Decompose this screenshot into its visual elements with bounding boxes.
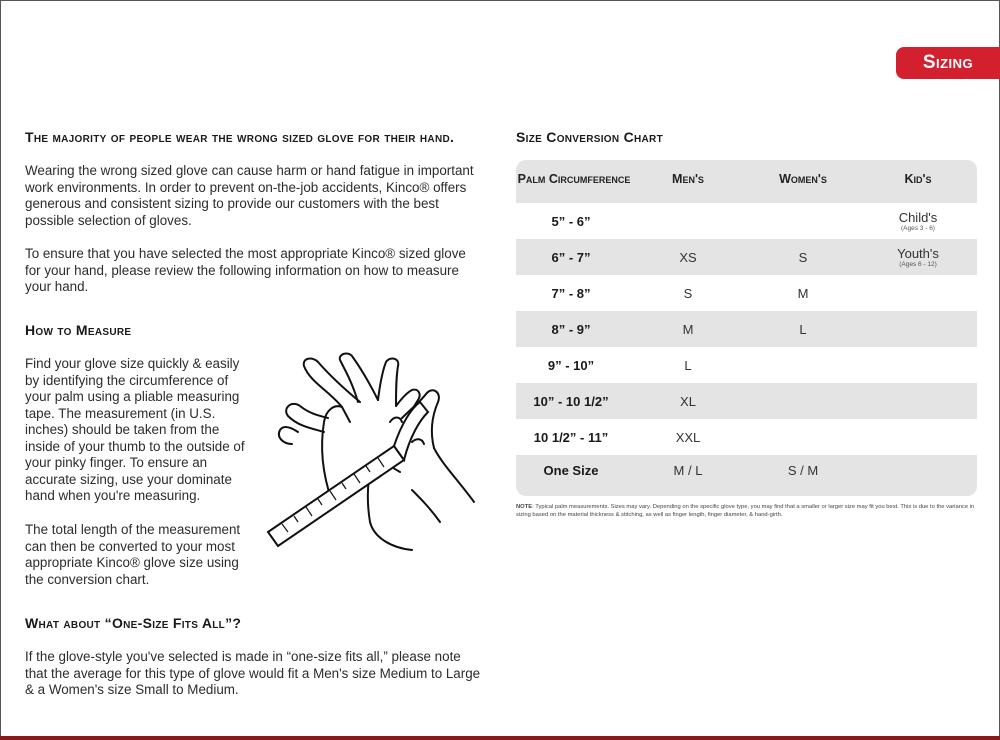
table-row [516,383,977,419]
page-bottom-border [0,736,1000,740]
mens-cell: XL [680,393,696,409]
heading-how-to-measure: How to Measure [25,322,132,338]
size-conversion-table [516,160,977,496]
table-row [516,311,977,347]
womens-cell: M [797,285,809,301]
palm-cell: One Size [543,462,599,478]
womens-cell [748,203,858,239]
table-row [516,419,977,455]
paragraph-measure-instructions: Find your glove size quickly & easily by identifying the circumference of your palm using a pliable measuring tape. The measurement (in U.S. inches) should be taken from the inside of your thumb to the outside of your pinky finger. To ensure an accurate sizing, use your dominate hand when you're measuring. [25,356,245,503]
table-row [516,239,977,275]
womens-cell: S [798,249,808,265]
womens-cell [748,419,858,455]
kids-cell [863,239,973,275]
kids-cell [863,419,973,455]
paragraph-ensure: To ensure that you have selected the most appropriate Kinco® sized glove for your hand, please review the following information on how to measure your hand. [25,246,466,294]
hand-measuring-illustration [262,352,482,552]
mens-cell: L [684,357,692,373]
table-row [516,347,977,383]
palm-cell: 5” - 6” [551,213,591,229]
table-row [516,275,977,311]
palm-cell: 10” - 10 1/2” [533,393,609,409]
table-header-row [516,160,977,203]
note-label: NOTE [516,504,533,510]
palm-cell: 9” - 10” [547,357,595,373]
header-kids: Kid's [904,172,932,186]
palm-cell: 6” - 7” [551,249,591,265]
mens-cell: XXL [675,429,701,445]
kids-age-range: (Ages 3 - 6) [901,224,935,232]
kids-cell [863,347,973,383]
heading-one-size: What about “One-Size Fits All”? [25,615,242,631]
kids-size-label: Child's [898,209,938,225]
palm-cell: 7” - 8” [551,285,591,301]
paragraph-conversion: The total length of the measurement can then be converted to your most appropriate Kinco® glove size using the conversion chart. [25,522,241,587]
kids-cell [863,383,973,419]
kids-size-label: Youth's [897,245,939,261]
header-womens: Women's [779,172,827,186]
kids-cell [863,275,973,311]
note-text: : Typical palm measurements. Sizes may vary. Depending on the specific glove type, you may find that a smaller or larger size may fit you best. This is due to the variance in sizing based on the material thickness & stitching, as well as finger length, finger diameter, & hand-girth. [516,504,975,518]
kids-cell [863,203,973,239]
paragraph-intro: Wearing the wrong sized glove can cause harm or hand fatigue in important work environments. In order to prevent on-the-job accidents, Kinco® offers generous and consistent sizing to provide our customers with the best possible selection of gloves. [25,163,474,228]
mens-cell: M [682,321,694,337]
mens-cell: S [683,285,693,301]
heading-wrong-size: The majority of people wear the wrong sized glove for their hand. [25,129,455,145]
kids-age-range: (Ages 6 - 12) [899,260,937,268]
palm-cell: 8” - 9” [551,321,591,337]
womens-cell: L [799,321,807,337]
kids-cell [863,455,973,485]
paragraph-one-size: If the glove-style you've selected is made in “one-size fits all,” please note that the average for this type of glove would fit a Men's size Medium to Large & a Women's size Small to Medium. [25,649,481,697]
womens-cell: S / M [787,462,819,478]
womens-cell [748,383,858,419]
mens-cell [633,203,743,239]
palm-cell: 10 1/2” - 11” [533,429,609,445]
header-palm-circumference: Palm Circumference [517,172,631,186]
womens-cell [748,347,858,383]
mens-cell: XS [679,249,697,265]
chart-footnote [516,503,978,519]
header-mens: Men's [672,172,704,186]
kids-cell [863,311,973,347]
mens-cell: M / L [673,462,703,478]
table-row [516,203,977,239]
table-row [516,455,977,496]
section-tab-sizing: Sizing [896,47,1000,79]
chart-title: Size Conversion Chart [516,129,663,145]
